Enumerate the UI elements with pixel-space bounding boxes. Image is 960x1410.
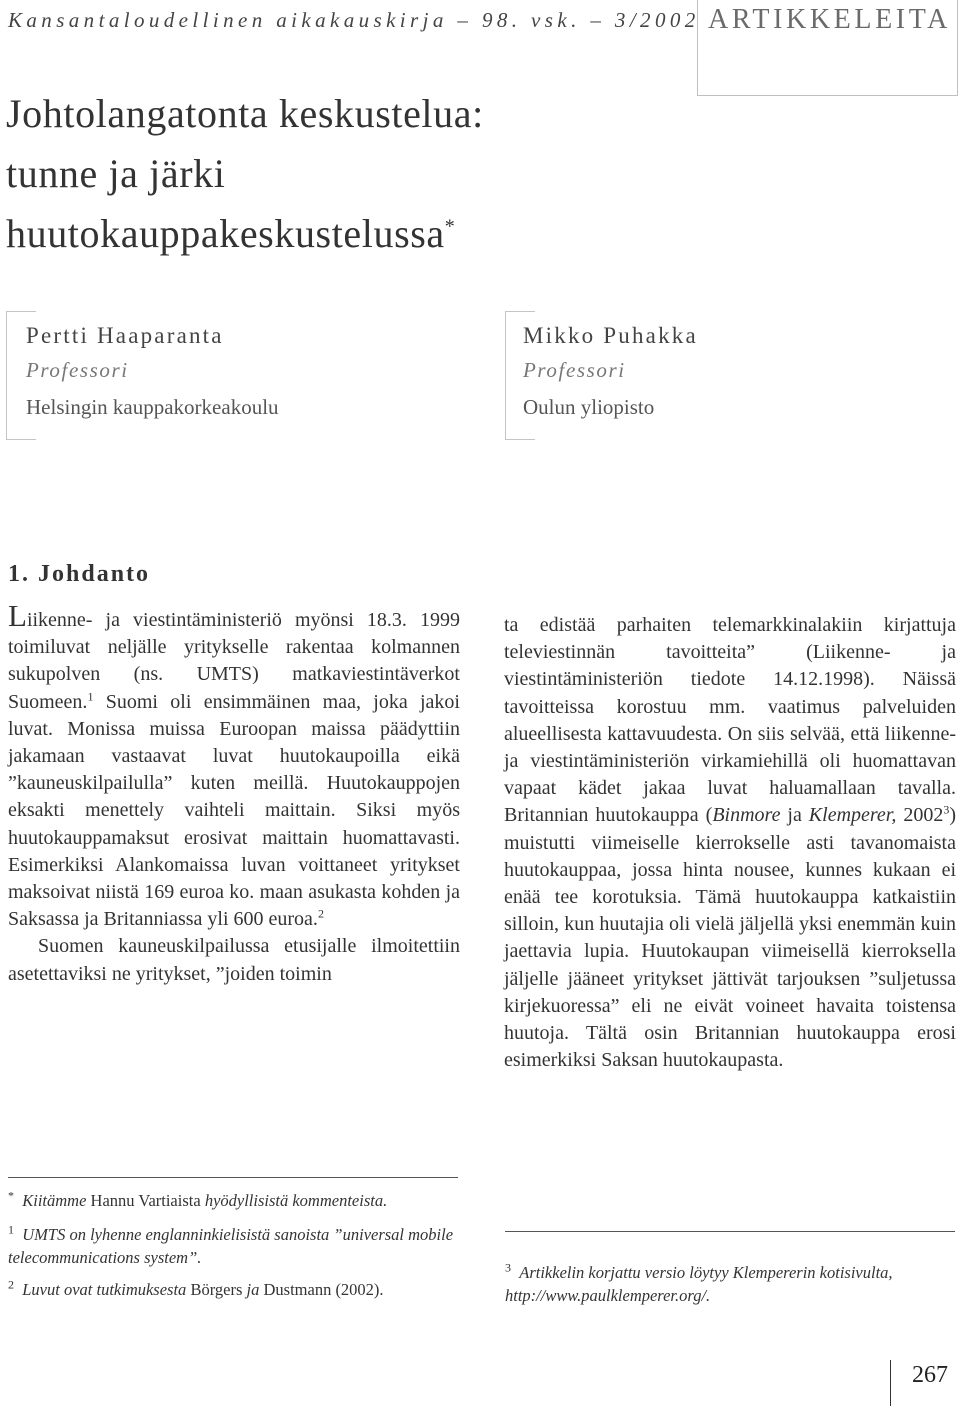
p1-text-a: iikenne- ja viestintäministeriö myönsi 18.3. 1999 toimiluvat neljälle yritykselle rakentaa kolmannen sukupolven (ns. UMTS) matkaviestintäverkot Suomeen.: [8, 609, 460, 713]
r1-year: 2002: [896, 804, 944, 827]
author-bracket-top: [6, 311, 36, 312]
body-column-left: [8, 598, 460, 988]
footnote-3-text: Artikkelin korjattu versio löytyy Klempererin kotisivulta, http://www.paulklemperer.org/.: [505, 1263, 893, 1305]
r1-ja: ja: [780, 804, 809, 827]
footnote-2-b: Börgers: [186, 1280, 247, 1299]
title-line-2: tunne ja järki: [6, 151, 226, 196]
footnote-2-a: Luvut ovat tutkimuksesta: [22, 1280, 187, 1299]
footnote-2-mark: 2: [8, 1277, 14, 1292]
footnote-1-text: UMTS on lyhenne englanninkielisistä sanoista ”universal mobile telecommunications system”.: [8, 1225, 454, 1267]
author-name: Mikko Puhakka: [523, 323, 698, 348]
footnote-rule-right: [505, 1231, 955, 1232]
footnote-star-mark: *: [8, 1188, 14, 1203]
author-bracket-bottom: [6, 439, 36, 440]
r1-text-b: ) muistutti viimeiselle kierrokselle asti tavanomaista huutokauppaa, jossa hinta nousee, kunnes kukaan ei enää tee korotuksia. Tämä huutokauppa katkaistiin silloin, kun huutajia oli vielä jäljellä yksi enemmän kuin jaettavia lupia. Huutokaupan viimeisellä kierroksella jäljelle jääneet yritykset jättivät tarjouksen ”suljetussa kirjekuoressa” eli ne eivät voineet havaita toistensa huutoja. Tältä osin Britannian huutokauppa erosi esimerkiksi Saksan huutokaupasta.: [504, 804, 956, 1072]
author-bracket-bottom: [505, 439, 535, 440]
journal-header: Kansantaloudellinen aikakauskirja – 98. vsk. – 3/2002: [8, 8, 700, 32]
title-line-3-text: huutokauppakeskustelussa: [6, 211, 445, 256]
footnote-ref-1: 1: [87, 688, 94, 703]
footnote-3: [505, 1261, 957, 1307]
section-label: ARTIKKELEITA: [708, 4, 952, 35]
author-role: Professori: [523, 358, 626, 382]
footnote-2-c: ja: [246, 1280, 260, 1299]
author-block-1: [6, 311, 426, 439]
footnote-2: [8, 1278, 460, 1301]
author-block-2: [505, 311, 925, 439]
footnote-rule-left: [8, 1177, 458, 1178]
footnote-1: [8, 1223, 460, 1269]
r1-text-a: ta edistää parhaiten telemarkkinalakiin kirjattuja televiestinnän tavoitteita” (Liikenne- ja viestintäministeriön tiedote 14.12.1998). Näissä tavoitteissa korostuu mm. vaatimus palveluiden alueellisesta kattavuudesta. On siis selvää, että liikenne- ja viestintäministeriön virkamiehillä oli huomattavan vapaat kädet jakaa luvat haluamallaan tavalla. Britannian huutokauppa (: [504, 614, 956, 827]
title-line-1: Johtolangatonta keskustelua:: [6, 91, 484, 136]
title-footnote-mark: *: [444, 215, 456, 238]
author-name: Pertti Haaparanta: [26, 323, 224, 348]
footnote-ref-3: 3: [943, 802, 950, 817]
footnote-star: [8, 1189, 460, 1212]
footnote-3-mark: 3: [505, 1260, 511, 1275]
footnote-1-mark: 1: [8, 1222, 14, 1237]
page-number-rule: [890, 1360, 891, 1406]
author-bracket: [6, 311, 7, 439]
author-role: Professori: [26, 358, 129, 382]
drop-cap: L: [8, 598, 27, 633]
footnote-star-c: hyödyllisistä kommenteista.: [204, 1191, 388, 1210]
article-title: [6, 84, 484, 264]
footnotes-left: [8, 1189, 460, 1301]
footnote-2-d: Dustmann (2002).: [259, 1280, 384, 1299]
author-bracket: [505, 311, 506, 439]
section-heading: 1. Johdanto: [8, 561, 151, 587]
footnote-star-a: Kiitämme: [22, 1191, 87, 1210]
body-column-right: [504, 612, 956, 1074]
citation-klemperer: Klemperer,: [808, 804, 897, 827]
title-line-3: [6, 204, 484, 264]
author-bracket-top: [505, 311, 535, 312]
footnotes-right: [505, 1261, 957, 1307]
citation-binmore: Binmore: [712, 804, 781, 827]
footnote-ref-2: 2: [317, 906, 324, 921]
body-paragraph-3: [504, 612, 956, 1074]
page-number: 267: [912, 1362, 948, 1388]
author-affiliation: Helsingin kauppakorkeakoulu: [26, 395, 279, 419]
author-affiliation: Oulun yliopisto: [523, 395, 655, 419]
body-paragraph-2: Suomen kauneuskilpailussa etusijalle ilmoitettiin asetettaviksi ne yritykset, ”joiden toimin: [8, 935, 460, 985]
p1-text-b: Suomi oli ensimmäinen maa, joka jakoi luvat. Monissa muissa Euroopan maissa päädyttiin jakamaan vastaavat luvat huutokaupoilla eikä ”kauneuskilpailulla” kuten meillä. Huutokauppojen eksakti menettely vaihteli maittain. Siksi myös huutokauppamaksut erosivat maittain huomattavasti. Esimerkiksi Alankomaissa luvan voittaneet yritykset maksoivat niistä 169 euroa ko. maan asukasta kohden ja Saksassa ja Britanniassa yli 600 euroa.: [8, 690, 460, 931]
footnote-star-b: Hannu Vartiaista: [86, 1191, 205, 1210]
body-paragraph-1: [8, 598, 460, 933]
